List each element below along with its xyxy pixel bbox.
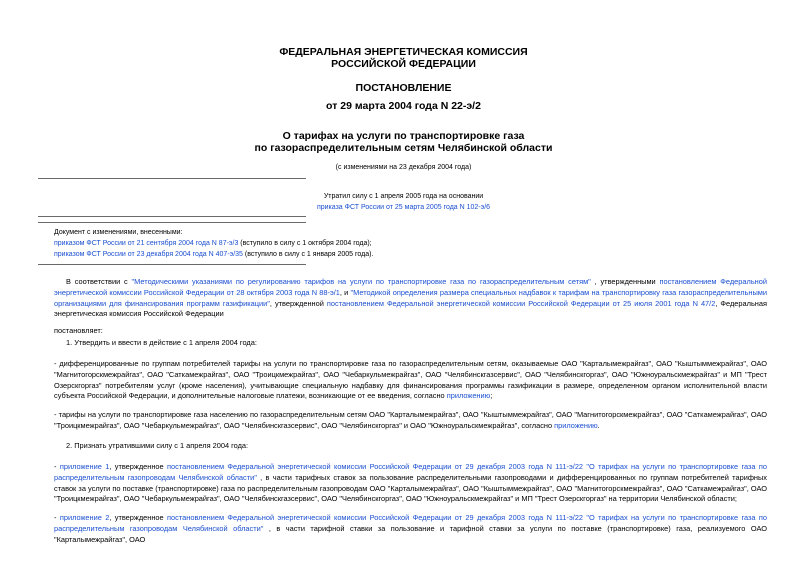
doc-type: ПОСТАНОВЛЕНИЕ [355,82,452,94]
expired-link-row [0,203,807,213]
text-run: , утвержденными [590,277,660,286]
expired-order-link[interactable]: приказа ФСТ России от 25 марта 2005 года N 102-э/6 [316,204,491,211]
amendment-item [54,239,372,249]
text-run: , в части тарифной ставки за пользование и тарифной ставки за услуги по поставке (транспортировке) газа, реализуемого ОАО "Карталымежрайгаз", ОАО [54,523,767,544]
text-run: ; [490,391,493,401]
text-run: , утвержденной [269,298,327,308]
tariff-paragraph-1 [54,359,767,402]
commission-title-line1: ФЕДЕРАЛЬНАЯ ЭНЕРГЕТИЧЕСКАЯ КОМИССИЯ [279,46,528,58]
text-run: - [54,462,60,471]
text-run: В соответствии с [66,277,132,286]
text-run: , и [339,287,351,297]
repeal-paragraph-2 [54,513,767,563]
separator [38,178,306,179]
text-run: , Федеральная энергетическая комиссия Российской Федерации [54,298,767,319]
item-2-heading: 2. Признать утратившими силу с 1 апреля 2004 года: [66,441,249,450]
text-run: , в части тарифных ставок за пользование распределительными газопроводами и дифференцированных по группам потребителей тарифных ставок за услуги по поставке (транспортировке) газа по распределительным газопроводам ОАО "Карталымежрайгаз", ОАО "Кыштыммежрайгаз", ОАО "Магнитогорскмежрайгаз", ОАО "Саткамежрайгаз", ОАО "Троицкмежрайгаз", ОАО "Чебаркульмежрайгаз", ОАО "Челябинскгазсервис", ОАО "Челябинскгоргаз", ОАО "Южноуральскмежрайгаз" и МП "Трест Озерскгоргаз" на территории Челябинской области; [54,472,767,504]
fek-111-decree-link[interactable]: постановлением Федеральной энергетической комиссии Российской Федерации от 29 декабря 2003 года N 111-э/22 "О тарифах на услуги по транспортировке газа по распределительным газопроводам Челябинской области" [54,513,767,533]
amendment-link[interactable]: приказом ФСТ России от 23 декабря 2004 года N 407-э/35 [54,251,243,258]
expired-note: Утратил силу с 1 апреля 2005 года на основании [323,193,484,200]
doc-changes-note: (с изменениями на 23 декабря 2004 года) [335,164,472,171]
text-run: - тарифы на услуги по транспортировке газа населению по газораспределительным сетям ОАО "Карталымежрайгаз", ОАО "Кыштыммежрайгаз", ОАО "Магнитогорскмежрайгаз", ОАО "Саткамежрайгаз", ОАО "Троицкмежрайгаз", ОАО "Чебаркульмежрайгаз", ОАО "Челябинскгазсервис", ОАО "Челябинскгоргаз" и ОАО "Южноуральскмежрайгаз", согласно [54,410,767,430]
appendix-link[interactable]: приложению [554,420,598,430]
doc-date-number: от 29 марта 2004 года N 22-э/2 [326,100,481,112]
appendix-link[interactable]: приложению [446,391,491,401]
text-run: - [54,513,60,522]
item-1-heading: 1. Утвердить и ввести в действие с 1 апреля 2004 года: [66,338,257,347]
amendment-link[interactable]: приказом ФСТ России от 21 сентября 2004 года N 87-э/3 [54,240,239,247]
tariff-paragraph-2 [54,410,767,432]
preamble-paragraph [54,277,767,320]
text-run: , утвержденное [109,513,168,522]
text-run: , утвержденное [109,462,168,471]
doc-title-line2: по газораспределительным сетям Челябинской области [254,142,553,154]
method-surcharge-link[interactable]: "Методикой определения размера специальных надбавок к тарифам на транспортировку газа газораспределительными организациями для финансирования программ газификации" [54,287,767,308]
amendment-item [54,250,373,260]
amendment-note: (вступило в силу с 1 октября 2004 года); [238,240,372,247]
decree-word: постановляет: [54,326,103,335]
appendix-1-link[interactable]: приложение 1 [59,462,110,471]
fek-decree-link[interactable]: постановлением Федеральной энергетической комиссии Российской Федерации от 28 октября 2003 года N 88-э/1 [54,277,767,297]
commission-title-line2: РОССИЙСКОЙ ФЕДЕРАЦИИ [331,58,476,70]
separator [38,264,306,265]
doc-title-line1: О тарифах на услуги по транспортировке газа [282,130,525,142]
text-run: . [597,420,600,430]
fek-decree-link-2[interactable]: постановлением Федеральной энергетической комиссии Российской Федерации от 25 июля 2001 года N 47/2 [326,298,716,308]
separator [38,216,306,217]
appendix-2-link[interactable]: приложение 2 [59,513,110,522]
separator [38,222,306,223]
amendments-intro: Документ с изменениями, внесенными: [54,229,183,236]
repeal-paragraph-1 [54,462,767,505]
fek-111-decree-link[interactable]: постановлением Федеральной энергетической комиссии Российской Федерации от 29 декабря 2003 года N 111-э/22 "О тарифах на услуги по транспортировке газа по распределительным газопроводам Челябинской области" [54,462,768,482]
amendment-note: (вступило в силу с 1 января 2005 года). [242,251,374,258]
text-run: - дифференцированные по группам потребителей тарифы на услуги по транспортировке газа по газораспределительным сетям, оказываемые ОАО "Карталымежрайгаз", ОАО "Кыштыммежрайгаз", ОАО "Магнитогорскмежрайгаз", ОАО "Саткамежрайгаз", ОАО "Троицкмежрайгаз", ОАО "Чебаркульмежрайгаз", ОАО "Челябинскгазсервис", ОАО "Челябинскгоргаз", ОАО "Южноуральскмежрайгаз" и МП "Трест Озерскгоргаз" потребителям услуг (кроме населения), учитывающие специальную надбавку для финансирования программы газификации в размере, определенном органом исполнительной власти субъекта Российской Федерации, и дополнительные налоговые платежи, возникающие от ее введения, согласно [54,359,767,401]
methodology-link[interactable]: "Методическими указаниями по регулированию тарифов на услуги по транспортировке газа по газораспределительным сетям" [131,277,591,286]
